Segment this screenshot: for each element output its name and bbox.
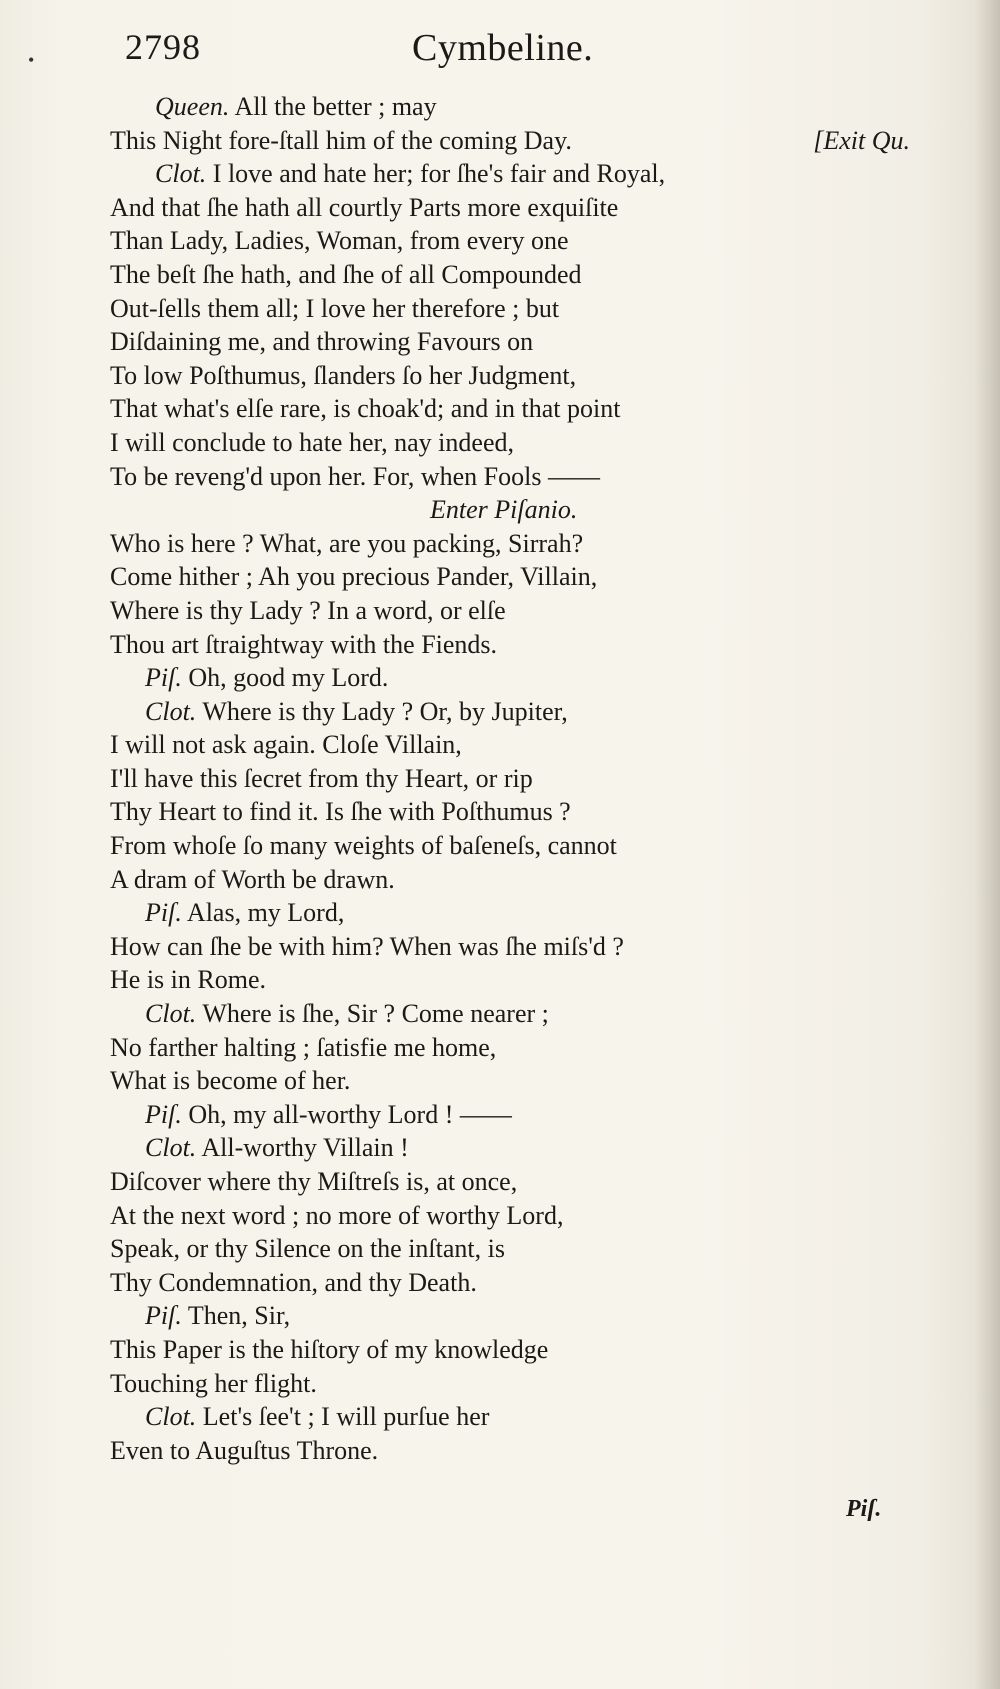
- text-line: [110, 493, 910, 527]
- text-line: [110, 90, 910, 124]
- speaker-name: Clot.: [145, 999, 197, 1029]
- catchword: Piſ.: [846, 1496, 882, 1522]
- line-text: At the next word ; no more of worthy Lord,: [110, 1200, 564, 1230]
- text-line: [110, 1232, 910, 1266]
- text-line: [110, 1299, 910, 1333]
- text-line: [110, 460, 910, 494]
- text-line: [110, 896, 910, 930]
- line-text: He is in Rome.: [110, 965, 266, 995]
- text-line: [110, 1131, 910, 1165]
- text-line: [110, 560, 910, 594]
- line-text: Thy Heart to find it. Is ſhe with Poſthumus ?: [110, 797, 571, 827]
- line-text: Who is here ? What, are you packing, Sirrah?: [110, 528, 584, 558]
- line-text: Come hither ; Ah you precious Pander, Villain,: [110, 562, 598, 592]
- line-text: All the better ; may: [234, 92, 437, 121]
- line-text: That what's elſe rare, is choak'd; and in that point: [110, 394, 621, 424]
- text-line: [110, 863, 910, 897]
- line-text: Where is thy Lady ? Or, by Jupiter,: [202, 696, 568, 726]
- margin-mark: •: [28, 50, 35, 70]
- speaker-name: Piſ.: [145, 1301, 182, 1331]
- line-text: And that ſhe hath all courtly Parts more exquiſite: [110, 192, 619, 222]
- speaker-name: Piſ.: [145, 1099, 182, 1129]
- text-line: [110, 1400, 910, 1434]
- text-line: [110, 661, 910, 695]
- text-line: [110, 527, 910, 561]
- line-text: A dram of Worth be drawn.: [110, 864, 395, 894]
- page-header: [0, 26, 1000, 76]
- line-text: I will not ask again. Cloſe Villain,: [110, 730, 462, 760]
- page-gutter-shadow: [974, 0, 1000, 1689]
- text-line: [110, 829, 910, 863]
- stage-direction-exit: [Exit Qu.: [813, 125, 910, 155]
- line-text: Alas, my Lord,: [186, 898, 345, 928]
- line-text: Than Lady, Ladies, Woman, from every one: [110, 226, 569, 256]
- text-line: [110, 728, 910, 762]
- line-text: Thou art ſtraightway with the Fiends.: [110, 629, 498, 659]
- line-text: No farther halting ; ſatisfie me home,: [110, 1032, 497, 1062]
- line-text: Diſcover where thy Miſtreſs is, at once,: [110, 1167, 518, 1196]
- text-line: [110, 191, 910, 225]
- stage-direction: Enter Piſanio.: [430, 495, 578, 525]
- text-line: [110, 224, 910, 258]
- line-text: How can ſhe be with him? When was ſhe miſs'd ?: [110, 931, 624, 961]
- line-text: I will conclude to hate her, nay indeed,: [110, 427, 514, 457]
- line-text: To low Poſthumus, ſlanders ſo her Judgment,: [110, 360, 577, 390]
- text-line: [110, 695, 910, 729]
- speaker-name: Clot.: [145, 696, 197, 726]
- text-line: [110, 292, 910, 326]
- line-text: Then, Sir,: [187, 1301, 291, 1331]
- text-line: [110, 392, 910, 426]
- text-line: [110, 1031, 910, 1065]
- text-line: [110, 963, 910, 997]
- line-text: Oh, my all-worthy Lord ! ——: [188, 1099, 512, 1129]
- text-line: [110, 426, 910, 460]
- text-line: [110, 594, 910, 628]
- speaker-name: Queen.: [155, 92, 230, 121]
- line-text: Oh, good my Lord.: [188, 663, 389, 693]
- text-line: [110, 1098, 910, 1132]
- line-text: Let's ſee't ; I will purſue her: [202, 1402, 490, 1432]
- page-number: 2798: [125, 27, 201, 67]
- line-text: Where is thy Lady ? In a word, or elſe: [110, 595, 506, 625]
- text-line: [110, 628, 910, 662]
- line-text: This Paper is the hiſtory of my knowledge: [110, 1334, 549, 1364]
- text-line: [110, 1367, 910, 1401]
- running-title: Cymbeline.: [412, 27, 594, 69]
- text-line: [110, 930, 910, 964]
- line-text: All-worthy Villain !: [201, 1133, 409, 1163]
- text-line: [110, 1199, 910, 1233]
- speaker-name: Clot.: [145, 1133, 197, 1163]
- line-text: Out-ſells them all; I love her therefore ; but: [110, 293, 560, 323]
- text-line: [110, 1064, 910, 1098]
- speaker-name: Clot.: [145, 1402, 197, 1432]
- text-line: [110, 1434, 910, 1468]
- line-text: This Night fore-ſtall him of the coming Day.: [110, 125, 572, 155]
- line-text: Speak, or thy Silence on the inſtant, is: [110, 1234, 505, 1264]
- line-text: Even to Auguſtus Throne.: [110, 1435, 379, 1465]
- text-line: [110, 157, 910, 191]
- text-line: [110, 795, 910, 829]
- text-line: [110, 997, 910, 1031]
- text-line: [110, 325, 910, 359]
- text-line: [110, 258, 910, 292]
- text-line: [110, 1165, 910, 1199]
- line-text: Diſdaining me, and throwing Favours on: [110, 327, 534, 357]
- line-text: I'll have this ſecret from thy Heart, or rip: [110, 763, 533, 793]
- text-line: [110, 1333, 910, 1367]
- line-text: What is become of her.: [110, 1066, 351, 1096]
- speaker-name: Clot.: [155, 159, 207, 189]
- line-text: I love and hate her; for ſhe's fair and Royal,: [212, 159, 666, 189]
- speaker-name: Piſ.: [145, 663, 182, 693]
- line-text: From whoſe ſo many weights of baſeneſs, cannot: [110, 831, 617, 861]
- speaker-name: Piſ.: [145, 898, 182, 928]
- line-text: Thy Condemnation, and thy Death.: [110, 1267, 477, 1297]
- text-line: [110, 124, 910, 158]
- line-text: To be reveng'd upon her. For, when Fools ——: [110, 461, 600, 491]
- line-text: Touching her flight.: [110, 1368, 317, 1398]
- play-text: [110, 90, 910, 1467]
- text-line: [110, 1266, 910, 1300]
- text-line: [110, 762, 910, 796]
- text-line: [110, 359, 910, 393]
- line-text: Where is ſhe, Sir ? Come nearer ;: [202, 999, 549, 1029]
- line-text: The beſt ſhe hath, and ſhe of all Compounded: [110, 259, 582, 289]
